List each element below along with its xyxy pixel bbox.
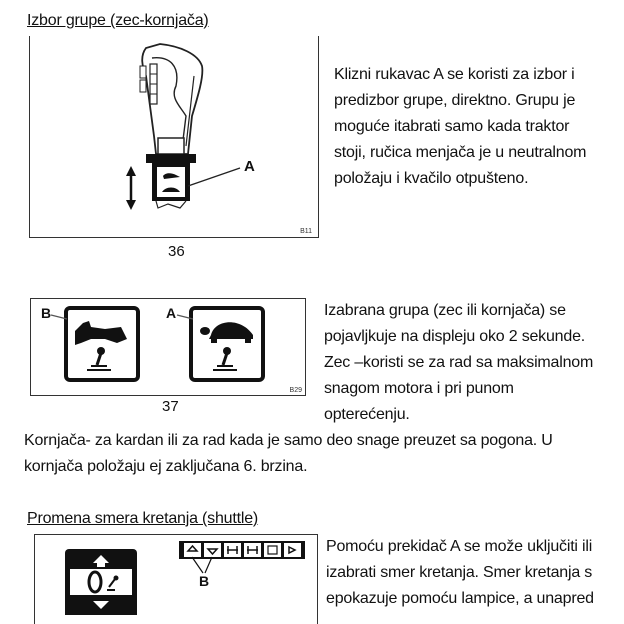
figure-shuttle-frame xyxy=(34,534,318,624)
text-line: stoji, ručica menjača je u neutralnom xyxy=(334,144,587,161)
text-line: Izabrana grupa (zec ili kornjača) se xyxy=(324,302,566,319)
text-line: moguće itabrati samo kada traktor xyxy=(334,118,570,135)
section-heading-shuttle: Promena smera kretanja (shuttle) xyxy=(27,510,259,527)
figure-code: B11 xyxy=(300,228,312,235)
callout-a: A xyxy=(244,158,255,175)
figure-number: 36 xyxy=(168,243,185,260)
figure-36-frame xyxy=(29,36,319,238)
figure-36 xyxy=(28,36,320,271)
text-line: položaju i kvačilo otpušteno. xyxy=(334,170,529,187)
gear-lever-illustration xyxy=(30,36,318,236)
text-line: Pomoću prekidač A se može uključiti ili xyxy=(326,538,593,555)
figure-shuttle xyxy=(34,534,318,615)
callout-a: A xyxy=(166,305,177,321)
text-line: Zec –koristi se za rad sa maksimalnom xyxy=(324,354,594,371)
text-line: Klizni rukavac A se koristi za izbor i xyxy=(334,66,575,83)
paragraph-shuttle xyxy=(326,534,594,612)
section-heading-group-selection: Izbor grupe (zec-kornjača) xyxy=(27,12,209,29)
text-line: snagom motora i pri punom xyxy=(324,380,514,397)
figure-37-frame xyxy=(30,298,306,396)
callout-b: B xyxy=(199,573,210,589)
text-line: pojavljkuje na displeju oko 2 sekunde. xyxy=(324,328,586,345)
paragraph-turtle xyxy=(24,428,553,480)
text-line: kornjača položaju ej zaključana 6. brzina. xyxy=(24,458,308,475)
text-line: predizbor grupe, direktno. Grupu je xyxy=(334,92,576,109)
text-line: epokazuje pomoću lampice, a unapred xyxy=(326,590,594,607)
text-line: Kornjača- za kardan ili za rad kada je samo deo snage preuzet sa pogona. U xyxy=(24,432,553,449)
shuttle-display-illustration xyxy=(35,535,317,615)
figure-code: B29 xyxy=(289,387,302,394)
text-line: izabrati smer kretanja. Smer kretanja s xyxy=(326,564,593,581)
figure-number: 37 xyxy=(162,398,179,415)
paragraph-group-selection xyxy=(334,62,586,192)
paragraph-selected-group xyxy=(324,298,593,428)
text-line: opterećenju. xyxy=(324,406,410,423)
figure-37 xyxy=(30,298,306,420)
callout-b: B xyxy=(41,305,52,321)
